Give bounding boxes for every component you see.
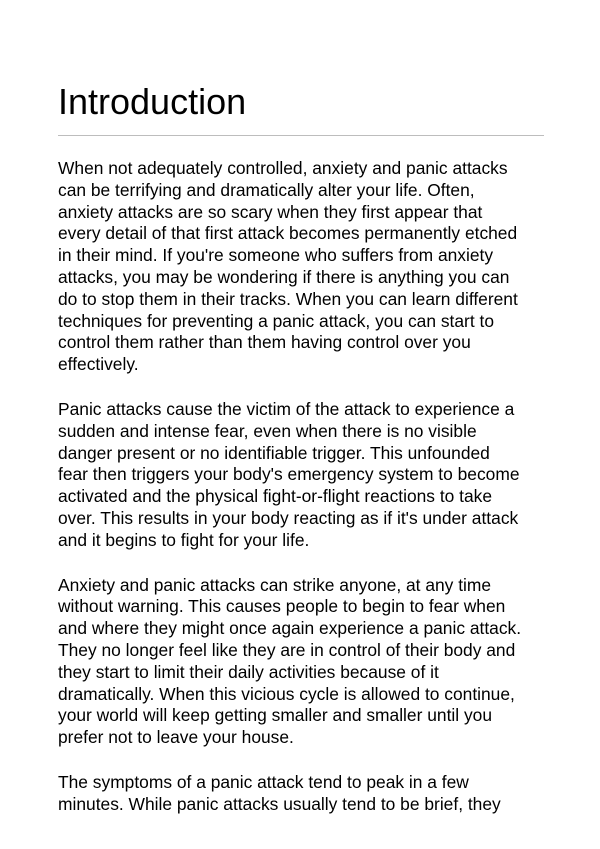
text-line: and it begins to fight for your life. — [58, 529, 310, 550]
text-line: Anxiety and panic attacks can strike anyone, at any time — [58, 574, 492, 595]
text-line: When not adequately controlled, anxiety and panic attacks — [58, 158, 508, 178]
text-line: fear then triggers your body's emergency system to become — [58, 464, 520, 485]
text-line: without warning. This causes people to begin to fear when — [58, 596, 506, 617]
text-line: attacks, you may be wondering if there is anything you can — [58, 266, 510, 287]
text-line: minutes. While panic attacks usually tend to be brief, they — [58, 793, 501, 814]
text-line: activated and the physical fight-or-flight reactions to take — [58, 486, 493, 507]
title-divider — [58, 135, 544, 136]
text-line: sudden and intense fear, even when there is no visible — [58, 420, 477, 441]
text-line: The symptoms of a panic attack tend to peak in a few — [58, 771, 469, 792]
text-line: dramatically. When this vicious cycle is allowed to continue, — [58, 683, 515, 704]
text-line: They no longer feel like they are in control of their body and — [58, 639, 516, 660]
text-line: Panic attacks cause the victim of the attack to experience a — [58, 398, 515, 419]
text-line: danger present or no identifiable trigger. This unfounded — [58, 442, 490, 463]
paragraph-3 — [58, 575, 548, 749]
text-line: in their mind. If you're someone who suffers from anxiety — [58, 245, 494, 266]
document-body — [58, 158, 548, 839]
text-line: can be terrifying and dramatically alter your life. Often, — [58, 179, 475, 200]
text-line: do to stop them in their tracks. When you can learn different — [58, 288, 518, 309]
text-line: and where they might once again experience a panic attack. — [58, 618, 522, 639]
paragraph-4 — [58, 772, 548, 816]
text-line: prefer not to leave your house. — [58, 727, 294, 748]
page-title: Introduction — [58, 81, 247, 122]
text-line: effectively. — [58, 354, 139, 375]
text-line: control them rather than them having control over you — [58, 332, 471, 353]
text-line: techniques for preventing a panic attack, you can start to — [58, 310, 494, 331]
text-line: they start to limit their daily activities because of it — [58, 661, 439, 682]
text-line: every detail of that first attack becomes permanently etched — [58, 223, 518, 244]
text-line: anxiety attacks are so scary when they first appear that — [58, 201, 483, 222]
text-line: your world will keep getting smaller and smaller until you — [58, 705, 492, 726]
text-line: over. This results in your body reacting as if it's under attack — [58, 507, 519, 528]
paragraph-2 — [58, 399, 548, 552]
paragraph-1 — [58, 158, 548, 376]
